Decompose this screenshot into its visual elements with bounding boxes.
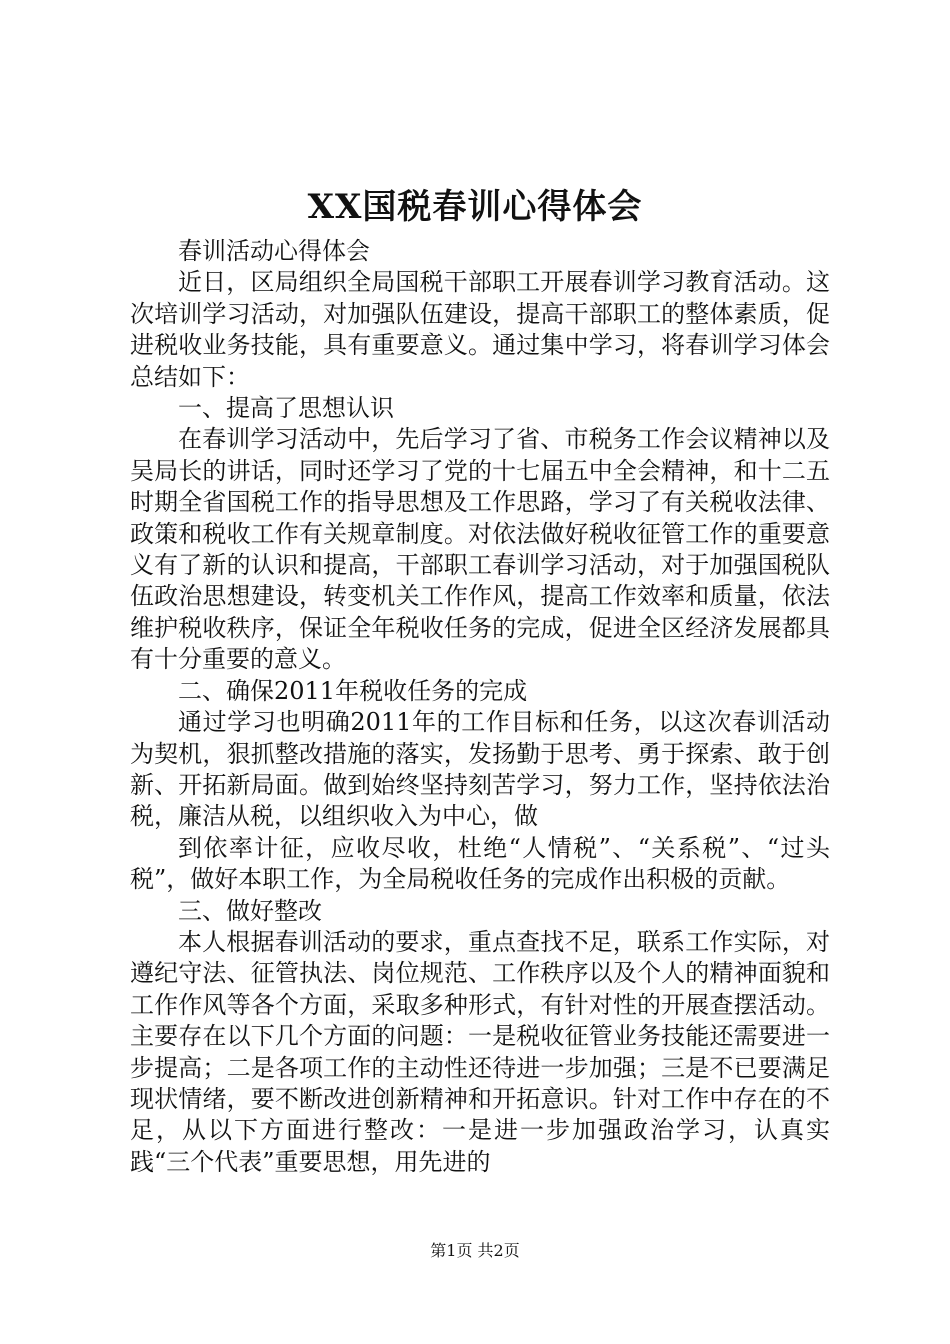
- section-heading-2: 二、确保2011年税收任务的完成: [178, 676, 528, 705]
- paragraph-section-2a: 通过学习也明确2011年的工作目标和任务，以这次春训活动为契机，狠抓整改措施的落实，发扬勤于思考、勇于探索、敢于创新、开拓新局面。做到始终坚持刻苦学习，努力工作，坚持依法治税，廉洁从税，以组织收入为中心，做: [130, 708, 830, 831]
- document-title: XX国税春训心得体会: [307, 187, 643, 227]
- paragraph-intro: 近日，区局组织全局国税干部职工开展春训学习教育活动。这次培训学习活动，对加强队伍建设，提高干部职工的整体素质，促进税收业务技能，具有重要意义。通过集中学习，将春训学习体会总结如下：: [130, 268, 830, 391]
- section-heading-1: 一、提高了思想认识: [178, 394, 394, 423]
- paragraph-section-3: 本人根据春训活动的要求，重点查找不足，联系工作实际，对遵纪守法、征管执法、岗位规范、工作秩序以及个人的精神面貌和工作作风等各个方面，采取多种形式，有针对性的开展查摆活动。主要存在以下几个方面的问题：一是税收征管业务技能还需要进一步提高；二是各项工作的主动性还待进一步加强；三是不已要满足现状情绪，要不断改进创新精神和开拓意识。针对工作中存在的不足，从以下方面进行整改：一是进一步加强政治学习，认真实践“三个代表”重要思想，用先进的: [130, 927, 830, 1176]
- section-heading-intro: 春训活动心得体会: [178, 237, 370, 265]
- paragraph-section-1: 在春训学习活动中，先后学习了省、市税务工作会议精神以及吴局长的讲话，同时还学习了党的十七届五中全会精神，和十二五时期全省国税工作的指导思想及工作思路，学习了有关税收法律、政策和税收工作有关规章制度。对依法做好税收征管工作的重要意义有了新的认识和提高，干部职工春训学习活动，对于加强国税队伍政治思想建设，转变机关工作作风，提高工作效率和质量，依法维护税收秩序，保证全年税收任务的完成，促进全区经济发展都具有十分重要的意义。: [130, 425, 830, 674]
- page-footer: 第1页 共2页: [430, 1241, 520, 1260]
- section-heading-3: 三、做好整改: [178, 896, 322, 925]
- paragraph-section-2b: 到依率计征，应收尽收，杜绝“人情税”、“关系税”、“过头税”，做好本职工作，为全局税收任务的完成作出积极的贡献。: [130, 833, 830, 894]
- document-body: [130, 236, 830, 1178]
